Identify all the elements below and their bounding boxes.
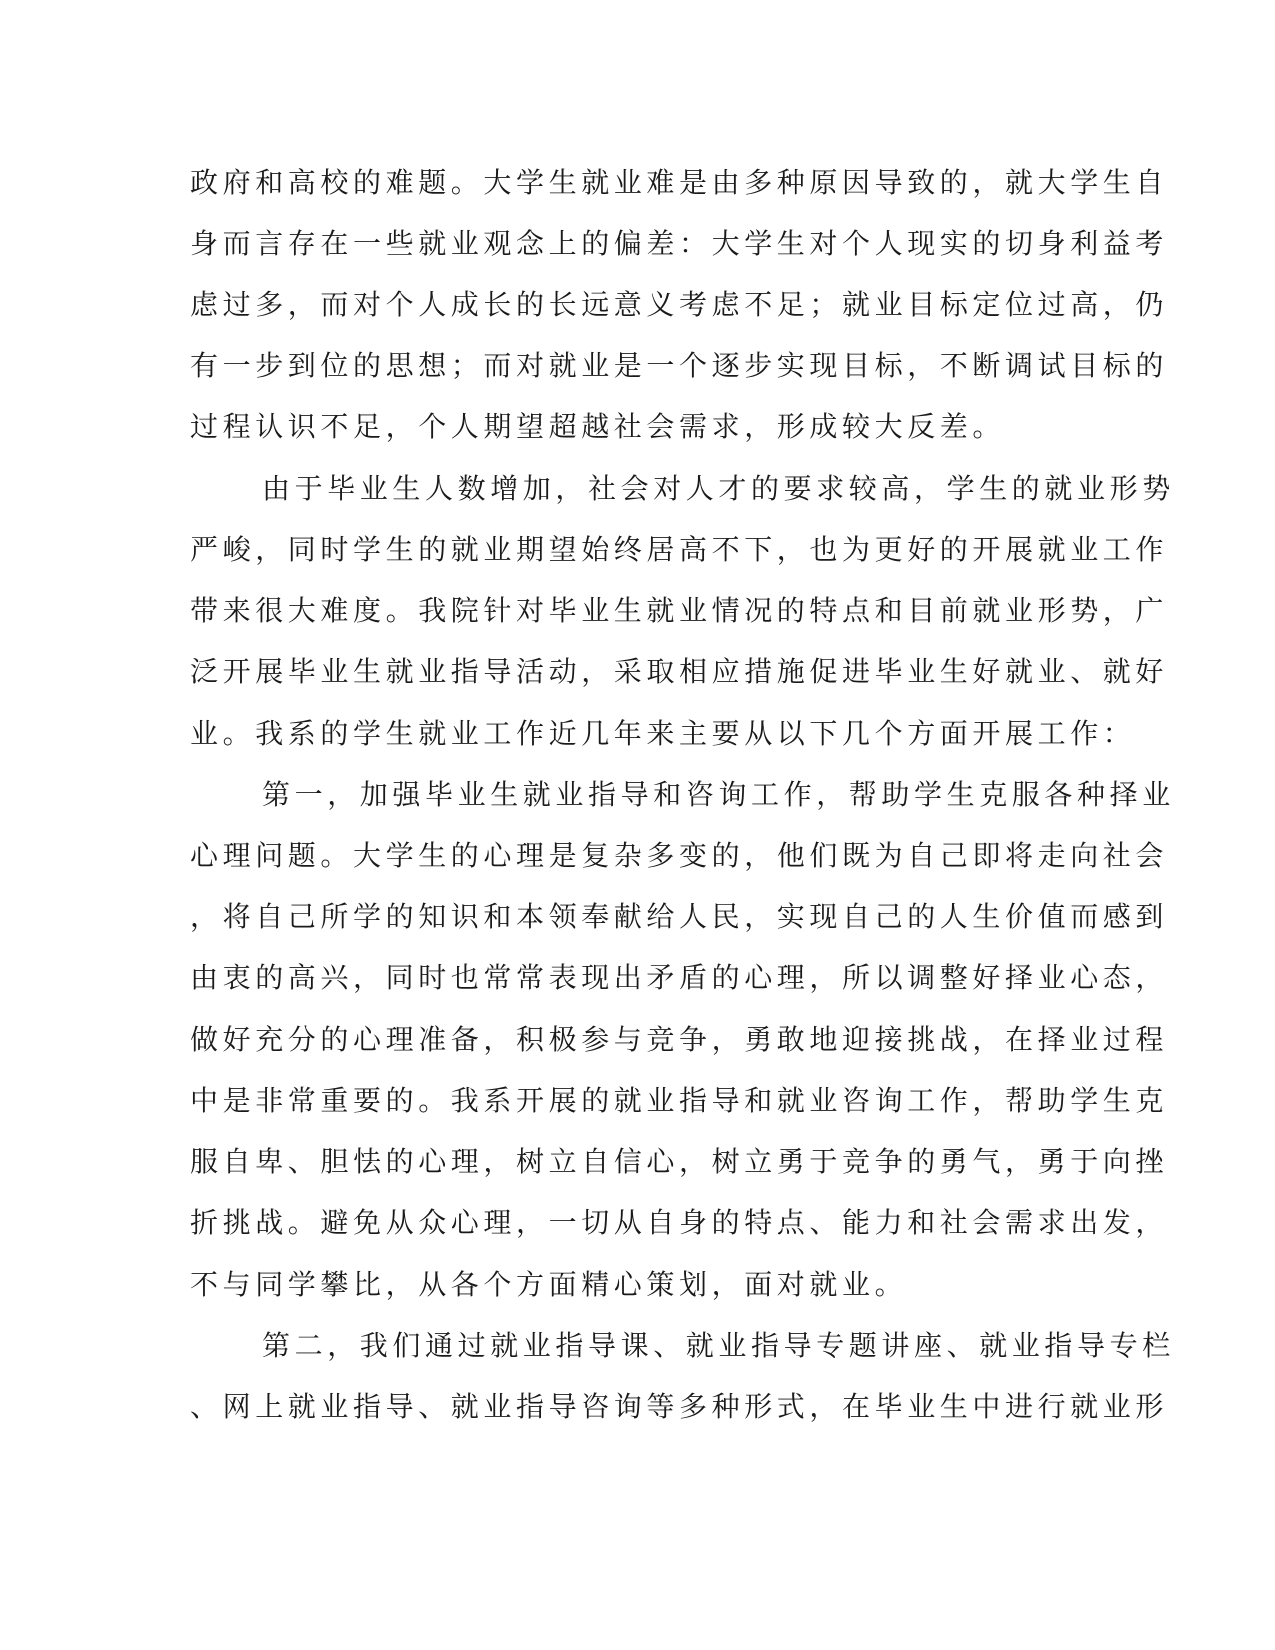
text-line: 第一，加强毕业生就业指导和咨询工作，帮助学生克服各种择业 [262, 778, 1175, 811]
text-line: 带来很大难度。我院针对毕业生就业情况的特点和目前就业形势，广 [190, 594, 1169, 627]
text-line: 泛开展毕业生就业指导活动，采取相应措施促进毕业生好就业、就好 [190, 655, 1169, 688]
text-line: 做好充分的心理准备，积极参与竞争，勇敢地迎接挑战，在择业过程 [190, 1023, 1169, 1056]
text-line: 业。我系的学生就业工作近几年来主要从以下几个方面开展工作： [190, 717, 1136, 750]
text-line: 有一步到位的思想；而对就业是一个逐步实现目标，不断调试目标的 [190, 349, 1169, 382]
text-line: 由衷的高兴，同时也常常表现出矛盾的心理，所以调整好择业心态， [190, 961, 1169, 994]
text-line: 虑过多，而对个人成长的长远意义考虑不足；就业目标定位过高，仍 [190, 288, 1169, 321]
text-line: 严峻，同时学生的就业期望始终居高不下，也为更好的开展就业工作 [190, 533, 1169, 566]
text-line: 、网上就业指导、就业指导咨询等多种形式，在毕业生中进行就业形 [190, 1390, 1169, 1423]
text-line: ，将自己所学的知识和本领奉献给人民，实现自己的人生价值而感到 [190, 900, 1169, 933]
text-line: 心理问题。大学生的心理是复杂多变的，他们既为自己即将走向社会 [190, 839, 1169, 872]
text-line: 由于毕业生人数增加，社会对人才的要求较高，学生的就业形势 [262, 472, 1175, 505]
text-line: 不与同学攀比，从各个方面精心策划，面对就业。 [190, 1268, 908, 1301]
text-line: 中是非常重要的。我系开展的就业指导和就业咨询工作，帮助学生克 [190, 1084, 1169, 1117]
text-line: 折挑战。避免从众心理，一切从自身的特点、能力和社会需求出发， [190, 1206, 1169, 1239]
text-line: 过程认识不足，个人期望超越社会需求，形成较大反差。 [190, 410, 1006, 443]
text-line: 身而言存在一些就业观念上的偏差：大学生对个人现实的切身利益考 [190, 227, 1169, 260]
text-line: 政府和高校的难题。大学生就业难是由多种原因导致的，就大学生自 [190, 166, 1169, 199]
text-line: 服自卑、胆怯的心理，树立自信心，树立勇于竞争的勇气，勇于向挫 [190, 1145, 1169, 1178]
text-line: 第二，我们通过就业指导课、就业指导专题讲座、就业指导专栏 [262, 1329, 1175, 1362]
